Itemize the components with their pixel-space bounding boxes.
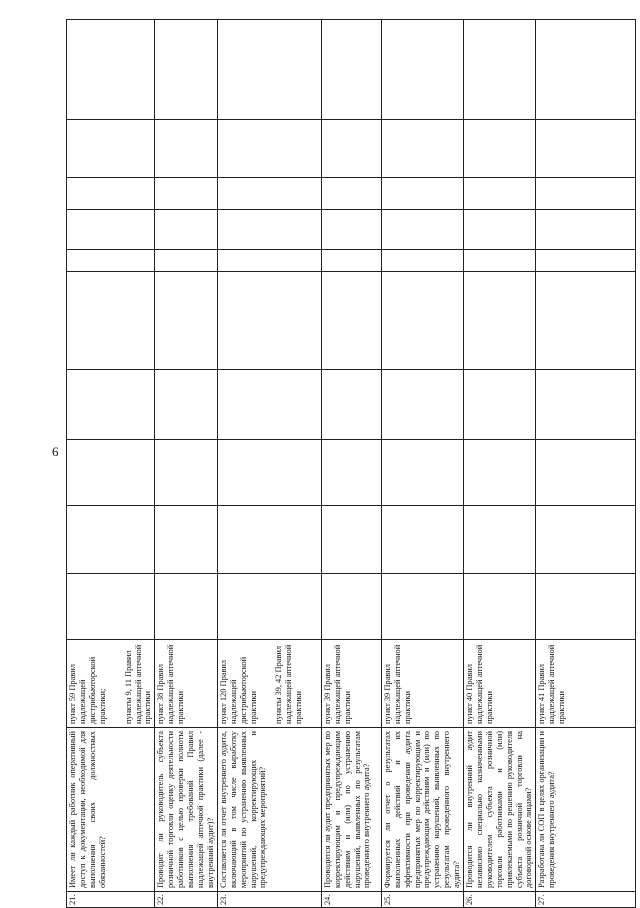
row-reference: пункт 59 Правил надлежащей дистрибьюторской практики; пункты 9, 11 Правил надлежащей аптечной практики: [67, 640, 155, 728]
table-row: [536, 20, 636, 908]
row-reference: пункт 120 Правил надлежащей дистрибьюторской практики пункты 39, 42 Правил надлежащей аптечной практики: [217, 640, 321, 728]
row-number: 27.: [536, 892, 636, 908]
row-reference: пункт 39 Правил надлежащей аптечной практики: [321, 640, 381, 728]
table-row: [464, 20, 536, 908]
row-number: 24.: [321, 892, 381, 908]
table-row: [67, 20, 155, 908]
row-number: 26.: [464, 892, 536, 908]
table-row: [381, 20, 463, 908]
row-reference: пункт 38 Правил надлежащей аптечной практики: [155, 640, 217, 728]
checklist-table-rotated: [66, 20, 616, 908]
row-reference: пункт 39 Правил надлежащей аптечной практики: [381, 640, 463, 728]
checklist-table: [66, 19, 636, 908]
row-reference: пункт 40 Правил надлежащей аптечной практики: [464, 640, 536, 728]
row-number: 21.: [67, 892, 155, 908]
row-number: 25.: [381, 892, 463, 908]
row-question: Формируется ли отчет о результатах выполненных действий и их эффективности при проведении аудита предпринятых мер по корректирующим и предупреждающим действиям и (или) по устранению нарушений, выявленных по результатам проведенного внутреннего аудита?: [381, 728, 463, 892]
table-row: [155, 20, 217, 908]
row-reference: пункт 41 Правил надлежащей аптечной практики: [536, 640, 636, 728]
table-row: [321, 20, 381, 908]
page-number: 6: [52, 444, 59, 459]
row-number: 23.: [217, 892, 321, 908]
row-question: Проводится ли аудит предпринятых мер по корректирующим и предупреждающим действиям и (или) по устранению нарушений, выявленных по результатам проведенного внутреннего аудита?: [321, 728, 381, 892]
row-question: Составляется ли отчет внутреннего аудита, включающий в том числе выработку мероприятий по устранению выявленных нарушений, корректирующих и предупреждающих мероприятий?: [217, 728, 321, 892]
row-question: Проводит ли руководитель субъекта розничной торговли оценку деятельности работников с целью проверки полноты выполнения требований Правил надлежащей аптечной практики (далее - внутренний аудит)?: [155, 728, 217, 892]
table-row: [217, 20, 321, 908]
row-question: Проводится ли внутренний аудит независимо специально назначенными руководителем субъекта розничной торговли работниками и (или) привлекаемыми по решению руководителя субъекта розничной торговли на договорной основе лицами?: [464, 728, 536, 892]
row-question: Имеет ли каждый работник оперативный доступ к документации, необходимой для выполнения своих должностных обязанностей?: [67, 728, 155, 892]
row-number: 22.: [155, 892, 217, 908]
row-question: Разработана ли СОП в целях организации и проведения внутреннего аудита?: [536, 728, 636, 892]
